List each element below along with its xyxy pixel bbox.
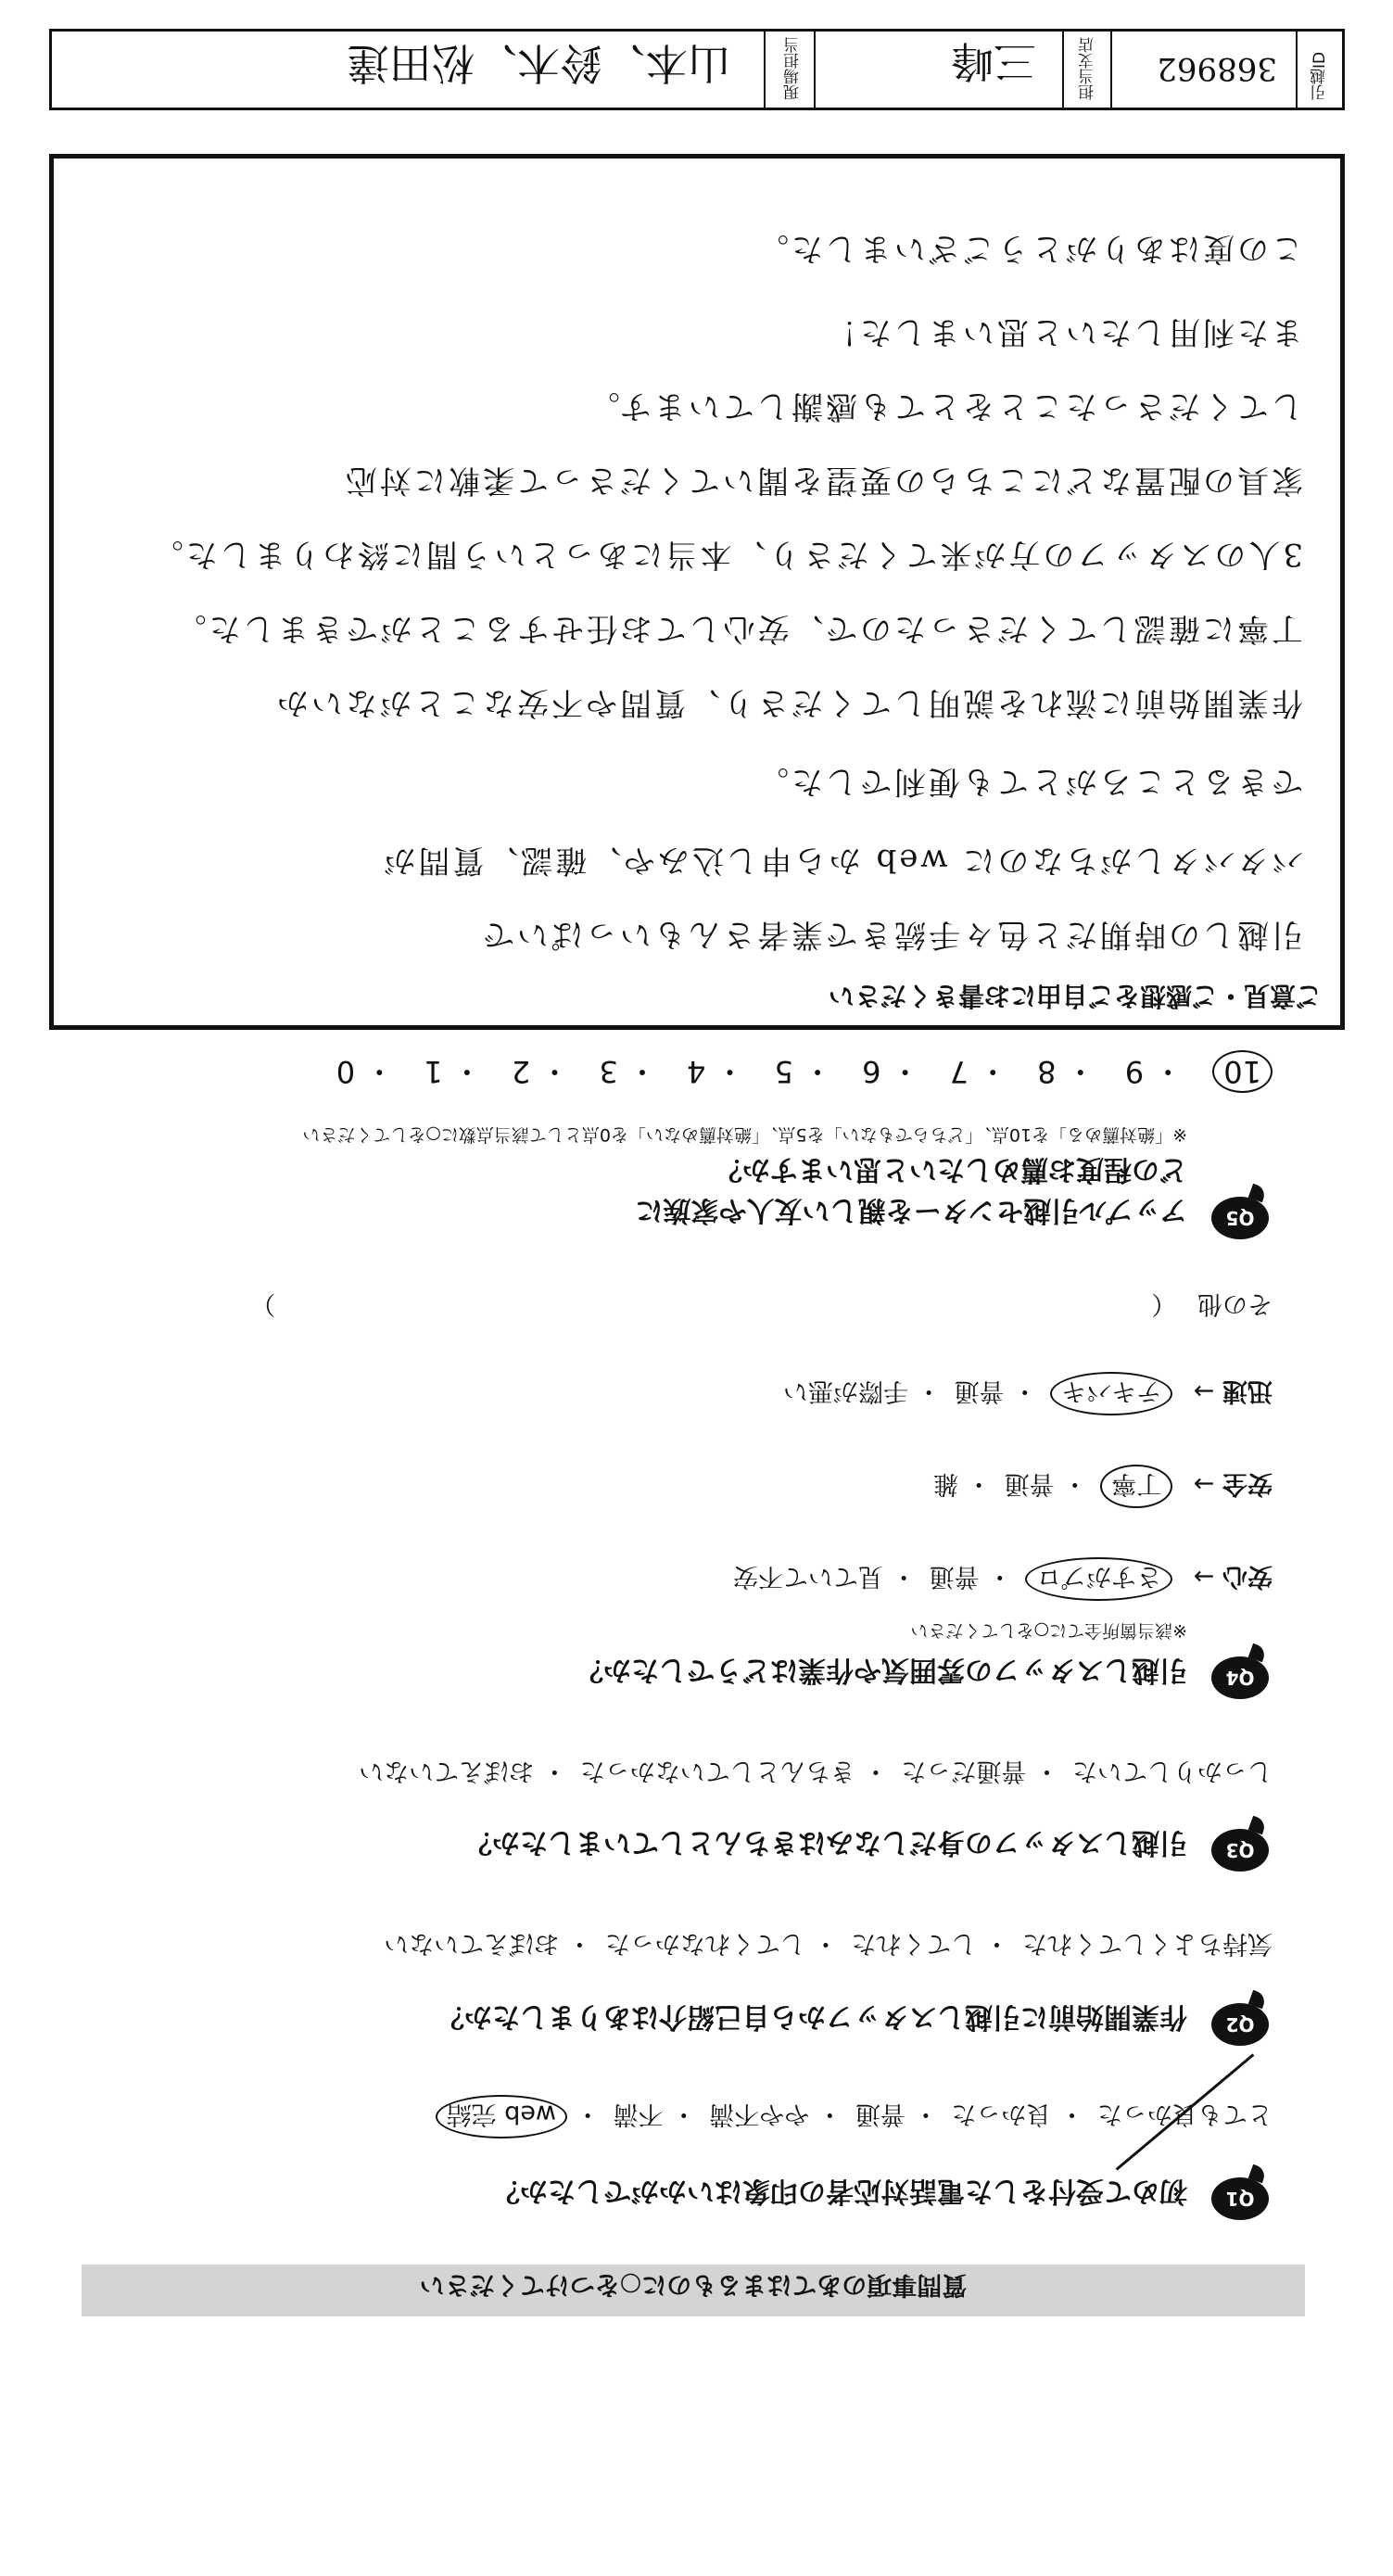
q3-text: 引越しスタッフの身だしなみはきちんとしていましたか？ <box>464 1826 1187 1859</box>
q5-scale: 10・ 9・ 8・ 7・ 6・ 5・ 4・ 3・ 2・ 1・ 0 <box>68 1050 1273 1095</box>
q1-option-good[interactable]: 良かった <box>951 2100 1052 2128</box>
branch-value: 三峰 <box>951 36 1036 86</box>
question-4 <box>576 1653 1255 1694</box>
comment-box[interactable] <box>49 154 1345 1030</box>
q1-badge: Q1 <box>1211 2177 1269 2220</box>
q4-secure-option-pro[interactable]: さすがプロ <box>1025 1557 1172 1601</box>
q5-note: ※「絶対薦める」を10点、「どちらでもない」を5点、「絶対薦めない」を0点として該当点数に○をしてください <box>302 1124 1187 1145</box>
q3-options: しっかりしていた・ 普通だった・ きちんとしていなかった・ おぼえていない <box>359 1757 1273 1785</box>
arrow-icon: → <box>1193 1377 1215 1405</box>
q4-fast-option-clumsy[interactable]: 手際が悪い <box>783 1377 908 1405</box>
score-3[interactable]: 3 <box>599 1054 618 1089</box>
q4-other <box>114 1288 1273 1325</box>
score-8[interactable]: 8 <box>1037 1054 1057 1089</box>
q4-row-label: 安全 <box>1222 1469 1273 1498</box>
staff-label: 現場担当 <box>784 37 803 100</box>
comment-line-7: 家具の配置などにこちらの要望を聞いてくださって柔軟に対応 <box>343 462 1303 499</box>
instruction-banner <box>82 2265 1305 2316</box>
id-value: 368962 <box>1157 50 1277 87</box>
score-10[interactable]: 10 <box>1212 1050 1273 1093</box>
q3-option-not-neat[interactable]: きちんとしていなかった <box>579 1757 855 1785</box>
score-5[interactable]: 5 <box>774 1054 793 1089</box>
q4-other-paren-open[interactable]: （ <box>1151 1289 1177 1318</box>
q4-row-fast: 迅速 → テキパキ・ 普通・ 手際が悪い <box>770 1372 1273 1415</box>
instruction-text: 質問事項のあてはまるものに○をつけてください <box>419 2270 968 2299</box>
score-9[interactable]: 9 <box>1124 1054 1145 1089</box>
q4-other-label: その他 <box>1197 1289 1273 1318</box>
q3-option-dont-remember[interactable]: おぼえていない <box>359 1757 535 1785</box>
id-label: 引越ID <box>1311 51 1329 100</box>
score-6[interactable]: 6 <box>862 1054 881 1089</box>
question-1 <box>492 2174 1255 2214</box>
comment-line-9: また利用したいと思いました！ <box>823 313 1303 350</box>
q1-option-normal[interactable]: 普通 <box>855 2100 905 2128</box>
q1-text: 初めて受付をした電話対応者の印象はいかがでしたか？ <box>492 2175 1187 2207</box>
q4-safe-option-normal[interactable]: 普通 <box>1004 1469 1055 1498</box>
comment-line-1: 引越しの時期だと色々手続きで業者さんもいっぱいで <box>480 916 1303 953</box>
q1-option-somewhat-dissatisfied[interactable]: やや不満 <box>709 2100 810 2128</box>
q5-text-line1: アップル引越センターを親しい友人や家族に <box>635 1194 1187 1226</box>
q2-badge: Q2 <box>1211 2003 1269 2046</box>
q4-badge: Q4 <box>1211 1656 1269 1699</box>
q4-other-paren-close: ） <box>250 1289 276 1318</box>
q2-option-did-not[interactable]: してくれなかった <box>604 1929 805 1958</box>
q4-safe-option-rough[interactable]: 雑 <box>933 1469 958 1498</box>
question-3 <box>464 1825 1255 1866</box>
q4-row-label: 迅速 <box>1222 1377 1273 1405</box>
q4-safe-option-careful[interactable]: 丁寧 <box>1100 1465 1172 1508</box>
q3-option-normal[interactable]: 普通だった <box>901 1757 1027 1785</box>
footer-info <box>49 29 1345 110</box>
comment-line-8: してくださったことをとても感謝しています。 <box>585 387 1303 425</box>
question-5 <box>635 1152 1255 1234</box>
q4-row-secure: 安心 → さすがプロ・ 普通・ 見ていて不安 <box>720 1557 1273 1601</box>
q5-text-line2: どの程度お薦めしたいと思いますか？ <box>715 1153 1187 1186</box>
q2-text: 作業開始前に引越しスタッフから自己紹介はありましたか？ <box>437 2000 1187 2033</box>
q4-fast-option-normal[interactable]: 普通 <box>954 1377 1005 1405</box>
q1-option-web[interactable]: web 完結 <box>436 2095 567 2138</box>
q3-badge: Q3 <box>1211 1829 1269 1872</box>
comment-line-6: 3人のスタッフの方が来てくださり、本当にあっという間に終わりました。 <box>148 536 1303 573</box>
q1-options: とても良かった・ 良かった・ 普通・ やや不満・ 不満・ web 完結 <box>423 2095 1273 2138</box>
score-4[interactable]: 4 <box>687 1054 706 1089</box>
score-1[interactable]: 1 <box>424 1054 443 1089</box>
q1-option-dissatisfied[interactable]: 不満 <box>613 2100 664 2128</box>
q4-row-safe: 安全 → 丁寧・ 普通・ 雑 <box>920 1465 1273 1508</box>
branch-label: 担当支店 <box>1079 37 1097 100</box>
arrow-icon: → <box>1193 1562 1215 1591</box>
q2-option-pleasant[interactable]: 気持ちよくしてくれた <box>1022 1929 1273 1958</box>
q4-fast-option-efficient[interactable]: テキパキ <box>1050 1372 1172 1415</box>
comment-line-3: できるところがとても便利でした。 <box>754 763 1303 800</box>
score-2[interactable]: 2 <box>511 1054 531 1089</box>
q4-row-label: 安心 <box>1222 1562 1273 1591</box>
comment-line-5: 丁寧に確認してくださったので、安心してお任せすることができました。 <box>171 610 1303 647</box>
q1-option-very-good[interactable]: とても良かった <box>1097 2100 1273 2128</box>
q2-option-did[interactable]: してくれた <box>851 1929 977 1958</box>
q5-badge: Q5 <box>1211 1197 1269 1239</box>
staff-value: 山本、鈴木、松田達 <box>347 38 730 88</box>
comment-line-2: バタバタしがちなのに web から申し込みや、確認、質問が <box>381 842 1303 879</box>
q4-text: 引越しスタッフの雰囲気や作業はどうでしたか？ <box>576 1654 1187 1686</box>
q2-option-dont-remember[interactable]: おぼえていない <box>384 1929 560 1958</box>
score-7[interactable]: 7 <box>949 1054 969 1089</box>
question-2 <box>437 1999 1255 2040</box>
comment-title: ご意見・ご感想をご自由にお書きください <box>828 981 1322 1011</box>
score-0[interactable]: 0 <box>336 1054 356 1089</box>
q3-option-neat[interactable]: しっかりしていた <box>1072 1757 1273 1785</box>
comment-line-10: この度はありがとうございました。 <box>754 230 1303 267</box>
arrow-icon: → <box>1193 1469 1215 1498</box>
q2-options: 気持ちよくしてくれた・ してくれた・ してくれなかった・ おぼえていない <box>384 1929 1273 1958</box>
comment-line-4: 作業開始前に流れを説明してくださり、質問や不安なことがないか <box>274 684 1303 721</box>
q4-secure-option-uneasy[interactable]: 見ていて不安 <box>733 1562 883 1591</box>
q4-secure-option-normal[interactable]: 普通 <box>929 1562 980 1591</box>
q4-note: ※該当箇所全てに○をしてください <box>910 1620 1187 1641</box>
